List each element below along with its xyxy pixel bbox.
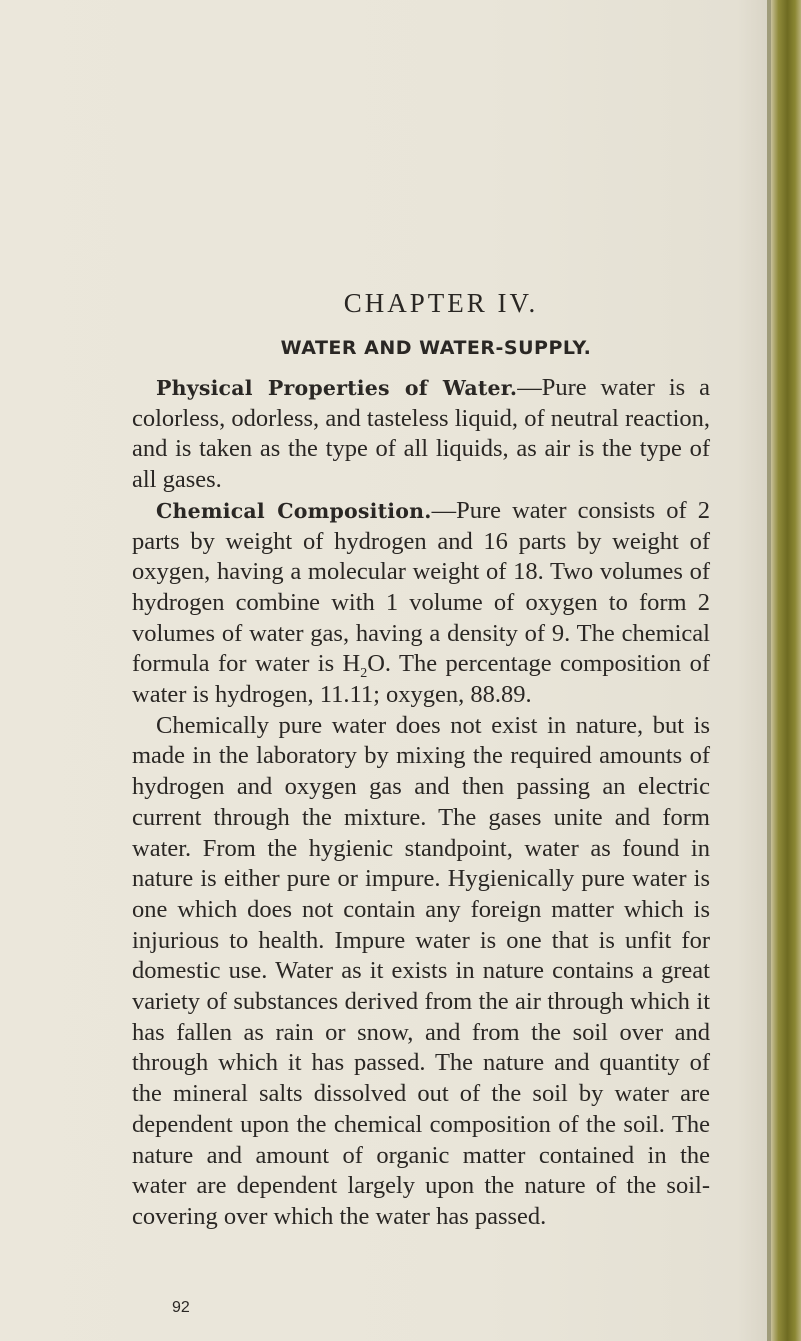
body-paragraph: Chemically pure water does not exist in nature, but is made in the laboratory by mixing the required amounts of hydrogen and oxygen gas and then passing an electric current through the mixture. The gases unite and form water. From the hygienic standpoint, water as found in nature is either pure or impure. Hygienically pure water is one which does not contain any foreign matter which is injurious to health. Impure water is one that is unfit for domestic use. Water as it exists in nature contains a great variety of substances derived from the air through which it has fallen as rain or snow, and from the soil over and through which it has passed. The nature and quantity of the mineral salts dissolved out of the soil by water are dependent upon the chemical composition of the soil. The nature and amount of organic matter contained in the water are dependent largely upon the nature of the soil-covering over which the water has passed. [132, 711, 710, 1230]
physical-properties-text: —Pure water is a colorless, odorless, and tasteless liquid, of neutral reaction, and is taken as the type of all liquids, as air is the type of all gases. [132, 374, 710, 494]
chemical-composition-heading: Chemical Composition. [156, 498, 432, 523]
page-number: 92 [172, 1299, 190, 1316]
physical-properties-heading: Physical Properties of Water. [156, 376, 518, 400]
chapter-heading: CHAPTER IV. [343, 288, 539, 318]
chemical-composition-paragraph [132, 496, 710, 711]
formula-subscript: 2 [360, 666, 368, 682]
chemical-composition-text-end: O. The percentage composition of water is hydrogen, 11.11; oxygen, 88.89. [132, 650, 710, 709]
book-binding [771, 0, 801, 1341]
physical-properties-paragraph [132, 373, 710, 496]
chapter-title: WATER AND WATER-SUPPLY. [280, 337, 592, 359]
chemical-composition-text: —Pure water consists of 2 parts by weight of hydrogen and 16 parts by weight of oxygen, having a molecular weight of 18. Two volumes of hydrogen combine with 1 volume of oxygen to form 2 volumes of water gas, having a density of 9. The chemical formula for water is H [132, 496, 710, 678]
page-content [132, 288, 710, 1233]
